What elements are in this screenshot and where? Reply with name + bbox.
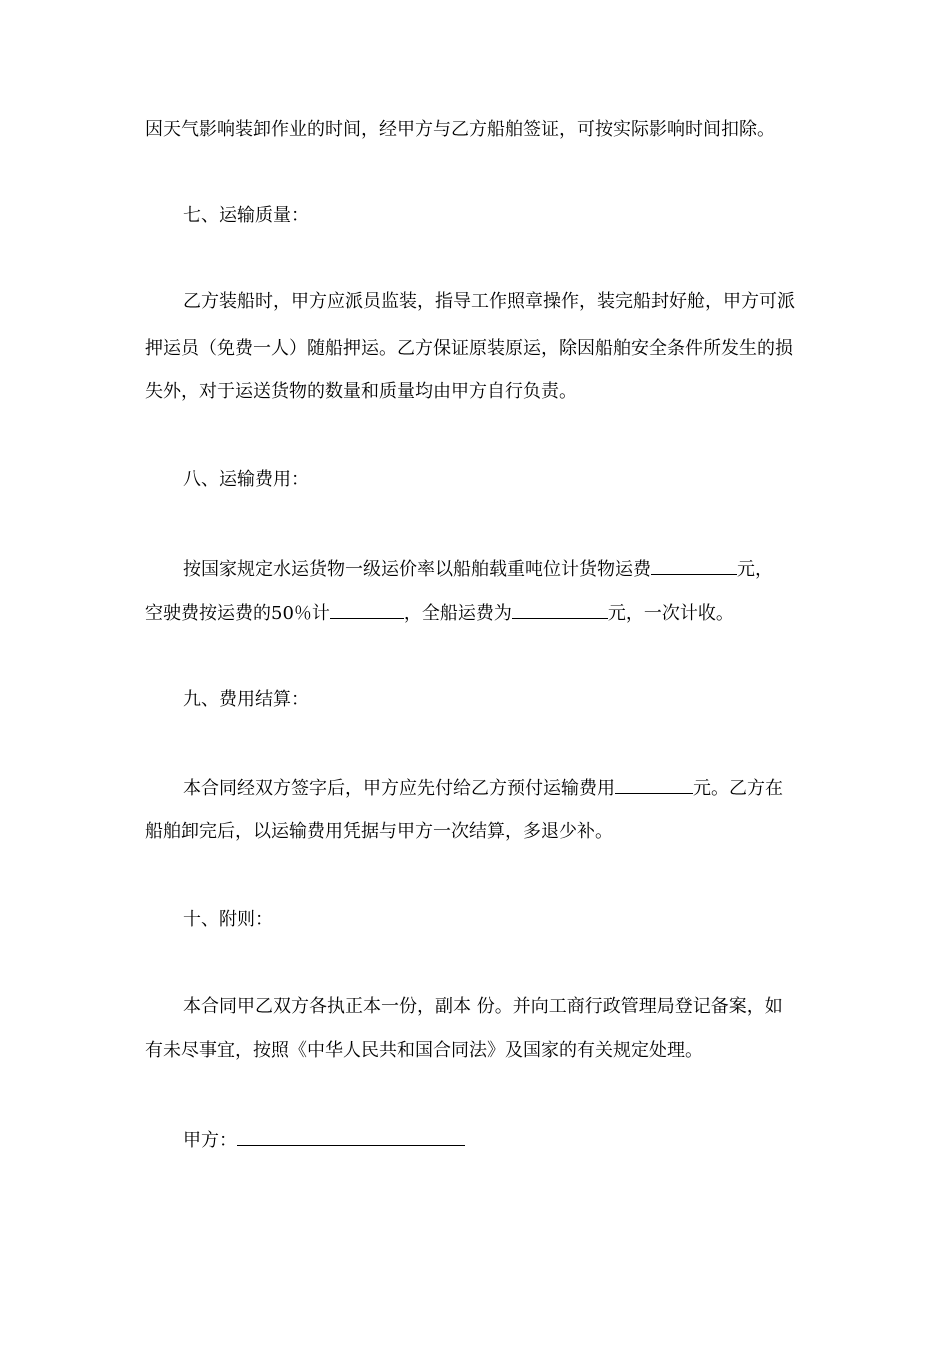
section-7-text-line-2: 押运员（免费一人）随船押运。乙方保证原装原运，除因船舶安全条件所发生的损 <box>145 338 793 359</box>
section-7-text-line-3: 失外，对于运送货物的数量和质量均由甲方自行负责。 <box>145 381 577 402</box>
section-10-text-line-1: 本合同甲乙双方各执正本一份，副本 份。并向工商行政管理局登记备案，如 <box>183 996 783 1017</box>
section-8-line-2-part-b: ，全船运费为 <box>403 603 512 624</box>
party-a-signature-blank <box>237 1127 465 1146</box>
section-9-line-1-part-b: 元。乙方在 <box>693 778 783 799</box>
section-9-text-line-2: 船舶卸完后，以运输费用凭据与甲方一次结算，多退少补。 <box>145 821 613 842</box>
section-9-line-1-part-a: 本合同经双方签字后，甲方应先付给乙方预付运输费用 <box>183 778 615 799</box>
prepayment-blank <box>615 775 693 794</box>
section-8-text-line-2 <box>145 600 825 626</box>
section-9-text-line-1 <box>183 775 863 801</box>
section-8-line-1-part-b: 元， <box>737 559 773 580</box>
section-8-line-1-part-a: 按国家规定水运货物一级运价率以船舶载重吨位计货物运费 <box>183 559 651 580</box>
section-7-text-line-1: 乙方装船时，甲方应派员监装，指导工作照章操作，装完船封好舱，甲方可派 <box>183 291 795 312</box>
party-a-signature-line <box>183 1127 863 1153</box>
freight-amount-blank <box>651 556 737 575</box>
section-heading-9: 九、费用结算： <box>183 689 309 710</box>
section-heading-7: 七、运输质量： <box>183 205 309 226</box>
total-freight-blank <box>512 600 608 619</box>
clause-text-line: 因天气影响装卸作业的时间，经甲方与乙方船舶签证，可按实际影响时间扣除。 <box>145 119 775 140</box>
section-8-text-line-1 <box>183 556 863 582</box>
section-8-line-2-part-c: 元，一次计收。 <box>607 603 734 624</box>
section-heading-8: 八、运输费用： <box>183 469 309 490</box>
section-10-text-line-2: 有未尽事宜，按照《中华人民共和国合同法》及国家的有关规定处理。 <box>145 1040 703 1061</box>
empty-run-fee-blank <box>330 600 404 619</box>
section-8-line-2-part-a: 空驶费按运费的50％计 <box>145 603 330 624</box>
party-a-label: 甲方： <box>183 1130 237 1151</box>
section-heading-10: 十、附则： <box>183 909 273 930</box>
